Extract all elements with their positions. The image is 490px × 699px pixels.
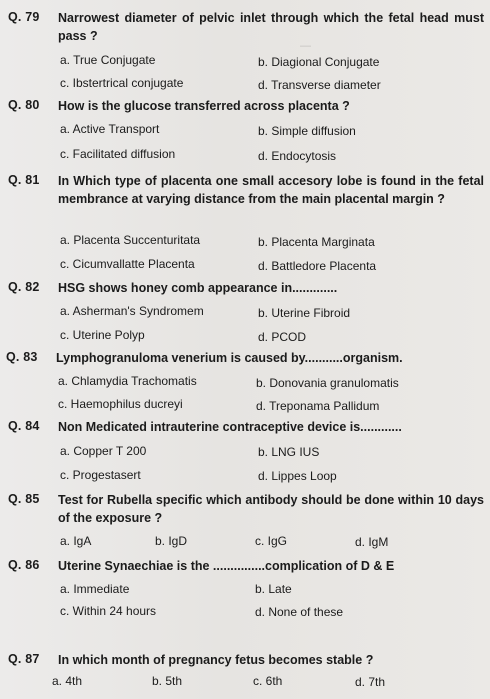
option-b: b. Diagional Conjugate [258,55,380,69]
bleed-through-mark: — [300,40,311,52]
question-text: Uterine Synaechiae is the ...............complication of D & E [58,559,395,573]
option-b: b. Late [255,582,292,596]
option-c: c. Facilitated diffusion [60,147,176,161]
option-c: c. Progestasert [60,468,141,482]
option-a: a. 4th [52,674,83,688]
question-text: In which month of pregnancy fetus becomes stable ? [58,653,374,667]
option-d: d. Transverse diameter [258,78,381,92]
option-d: d. Lippes Loop [258,469,337,483]
question-text: Test for Rubella specific which antibody should be done within 10 days of the exposure ? [58,493,484,525]
question-number: Q. 81 [8,173,40,187]
option-b: b. Uterine Fibroid [258,306,351,320]
question-number: Q. 85 [8,492,40,506]
question-text: Lymphogranuloma venerium is caused by...........organism. [56,351,403,365]
option-b: b. Simple diffusion [258,124,356,138]
option-c: c. Cicumvallatte Placenta [60,257,195,271]
option-a: a. Placenta Succenturitata [60,233,201,247]
option-d: d. Endocytosis [258,149,337,163]
option-c: c. 6th [253,674,283,688]
question-number: Q. 84 [8,419,40,433]
question-text: Narrowest diameter of pelvic inlet through which the fetal head must pass ? [58,11,484,43]
option-a: a. Chlamydia Trachomatis [58,374,197,388]
question-text: How is the glucose transferred across placenta ? [58,99,350,113]
question-number: Q. 87 [8,652,40,666]
question-number: Q. 79 [8,10,40,24]
option-c: c. Within 24 hours [60,604,157,618]
option-d: d. IgM [355,535,389,549]
question-number: Q. 80 [8,98,40,112]
option-d: d. None of these [255,605,344,619]
question-number: Q. 83 [6,350,38,364]
option-d: d. Treponama Pallidum [256,399,380,413]
option-b: b. LNG IUS [258,445,320,459]
option-b: b. Donovania granulomatis [256,376,399,390]
option-d: d. Battledore Placenta [258,259,377,273]
option-b: b. Placenta Marginata [258,235,375,249]
option-a: a. Active Transport [60,122,160,136]
option-a: a. Asherman's Syndromem [60,304,204,318]
option-b: b. IgD [155,534,188,548]
option-a: a. Immediate [60,582,130,596]
question-text: In Which type of placenta one small accesory lobe is found in the fetal membrance at varying distance from the main placental margin ? [58,174,484,206]
option-d: d. PCOD [258,330,307,344]
question-text: Non Medicated intrauterine contraceptive device is............ [58,420,402,434]
option-c: c. Haemophilus ducreyi [58,397,183,411]
option-c: c. Uterine Polyp [60,328,145,342]
option-a: a. Copper T 200 [60,444,147,458]
option-c: c. Ibstertrical conjugate [60,76,184,90]
option-a: a. True Conjugate [60,53,156,67]
question-number: Q. 82 [8,280,40,294]
question-text: HSG shows honey comb appearance in............. [58,281,338,295]
option-d: d. 7th [355,675,386,689]
option-c: c. IgG [255,534,288,548]
question-number: Q. 86 [8,558,40,572]
option-a: a. IgA [60,534,92,548]
option-b: b. 5th [152,674,183,688]
